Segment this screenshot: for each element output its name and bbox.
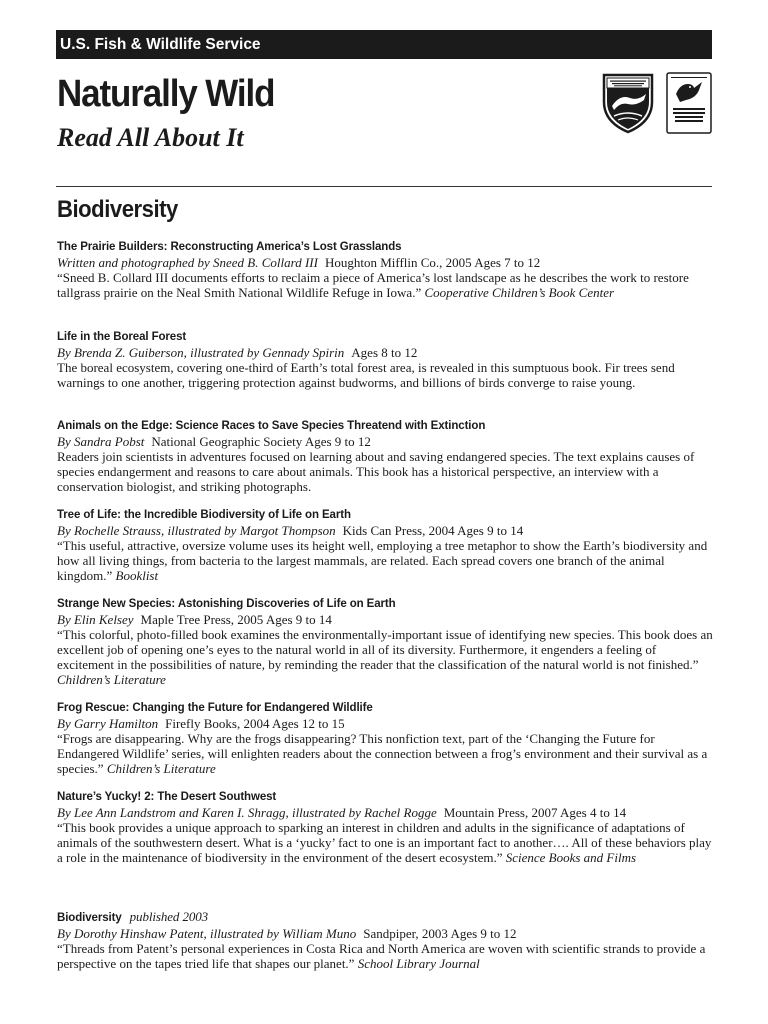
book-description: “This colorful, photo-filled book examines the environmentally-important issue of identifying new species. This book does an excellent job of opening one’s eyes to the natural world in all of its diversity. Furthermore, it engenders a feeling of excitement in the possibilities of nature, by reminding the reader that the classification of the natural world is not finished.”: [57, 627, 713, 672]
book-entry: [57, 701, 713, 776]
book-entry: [57, 240, 713, 300]
agency-name: U.S. Fish & Wildlife Service: [60, 36, 261, 53]
review-source: Science Books and Films: [505, 850, 637, 865]
book-publication: Mountain Press, 2007 Ages 4 to 14: [443, 805, 627, 820]
book-description: “This book provides a unique approach to sparking an interest in children and adults in the significance of adaptations of animals of the southwestern desert. What is a ‘yucky’ fact to one is an important fact to another…. All of these behaviors play a role in the maintenance of biodiversity in the environment of the desert ecosystem.”: [57, 820, 712, 865]
page-title: Naturally Wild: [57, 73, 275, 115]
book-entry: [57, 597, 713, 687]
book-publication: Houghton Mifflin Co., 2005 Ages 7 to 12: [324, 255, 541, 270]
book-publication: National Geographic Society Ages 9 to 12: [151, 434, 371, 449]
section-heading: Biodiversity: [57, 196, 178, 223]
book-author: By Sandra Pobst: [57, 434, 145, 449]
review-source: Children’s Literature: [106, 761, 216, 776]
review-source: Booklist: [115, 568, 159, 583]
book-title: Frog Rescue: Changing the Future for Endangered Wildlife: [57, 702, 373, 714]
agency-banner: [56, 30, 712, 59]
book-description: “This useful, attractive, oversize volume uses its height well, employing a tree metaphor to show the Earth’s biodiversity and how all living things, from bacteria to the largest mammals, are related. Each spread covers one branch of the animal kingdom.”: [57, 538, 708, 583]
book-title: Animals on the Edge: Science Races to Save Species Threatend with Extinction: [57, 420, 486, 432]
book-title: Biodiversity: [57, 912, 122, 924]
book-entry: [57, 790, 713, 865]
book-entry: [57, 909, 713, 971]
fws-shield-logo: [600, 72, 656, 134]
book-publication: Firefly Books, 2004 Ages 12 to 15: [165, 716, 345, 731]
book-entry: [57, 330, 713, 390]
book-author: By Elin Kelsey: [57, 612, 134, 627]
book-description: Readers join scientists in adventures focused on learning about and saving endangered species. The text explains causes of species endangerment and reasons to care about animals. This book has a historical perspective, an interview with a conservation biologist, and striking photographs.: [57, 449, 695, 494]
book-publication: Sandpiper, 2003 Ages 9 to 12: [363, 926, 517, 941]
book-note: published 2003: [129, 909, 209, 924]
book-entry: [57, 508, 713, 583]
book-author: By Dorothy Hinshaw Patent, illustrated by William Muno: [57, 926, 357, 941]
book-description: “Threads from Patent’s personal experiences in Costa Rica and North America are woven with scientific strands to provide a perspective on the tapes tried life that shapes our planet.”: [57, 941, 706, 971]
book-publication: Kids Can Press, 2004 Ages 9 to 14: [342, 523, 524, 538]
page-subtitle: Read All About It: [57, 123, 244, 152]
book-author: By Brenda Z. Guiberson, illustrated by Gennady Spirin: [57, 345, 345, 360]
review-source: School Library Journal: [357, 956, 480, 971]
book-title: Tree of Life: the Incredible Biodiversity of Life on Earth: [57, 509, 351, 521]
header-divider: [56, 186, 712, 187]
book-entry: [57, 419, 713, 494]
review-source: Cooperative Children’s Book Center: [424, 285, 615, 300]
book-publication: Ages 8 to 12: [351, 345, 418, 360]
book-author: By Lee Ann Landstrom and Karen I. Shragg, illustrated by Rachel Rogge: [57, 805, 437, 820]
nwrs-logo: [666, 72, 712, 134]
book-title: Strange New Species: Astonishing Discoveries of Life on Earth: [57, 598, 396, 610]
book-description: The boreal ecosystem, covering one-third of Earth’s total forest area, is revealed in this sumptuous book. Fir trees send warnings to one another, triggering protection against budworms, and billions of birds converge to raise young.: [57, 360, 675, 390]
review-source: Children’s Literature: [57, 672, 166, 687]
fws-shield-icon: [600, 72, 656, 134]
book-author: By Garry Hamilton: [57, 716, 159, 731]
book-author: By Rochelle Strauss, illustrated by Margot Thompson: [57, 523, 336, 538]
book-description: “Frogs are disappearing. Why are the frogs disappearing? This nonfiction text, part of the ‘Changing the Future for Endangered Wildlife’ series, will enlighten readers about the connection between a frog’s environment and their survival as a species.”: [57, 731, 708, 776]
book-description: “Sneed B. Collard III documents efforts to reclaim a piece of America’s lost landscape as he describes the work to restore tallgrass prairie on the Neal Smith National Wildlife Refuge in Iowa.”: [57, 270, 689, 300]
book-title: Nature’s Yucky! 2: The Desert Southwest: [57, 791, 277, 803]
book-author: Written and photographed by Sneed B. Collard III: [57, 255, 318, 270]
book-title: The Prairie Builders: Reconstructing America’s Lost Grasslands: [57, 241, 402, 253]
book-publication: Maple Tree Press, 2005 Ages 9 to 14: [140, 612, 332, 627]
book-title-line: [57, 909, 713, 926]
book-title: Life in the Boreal Forest: [57, 331, 187, 343]
blue-goose-icon: [666, 72, 712, 134]
